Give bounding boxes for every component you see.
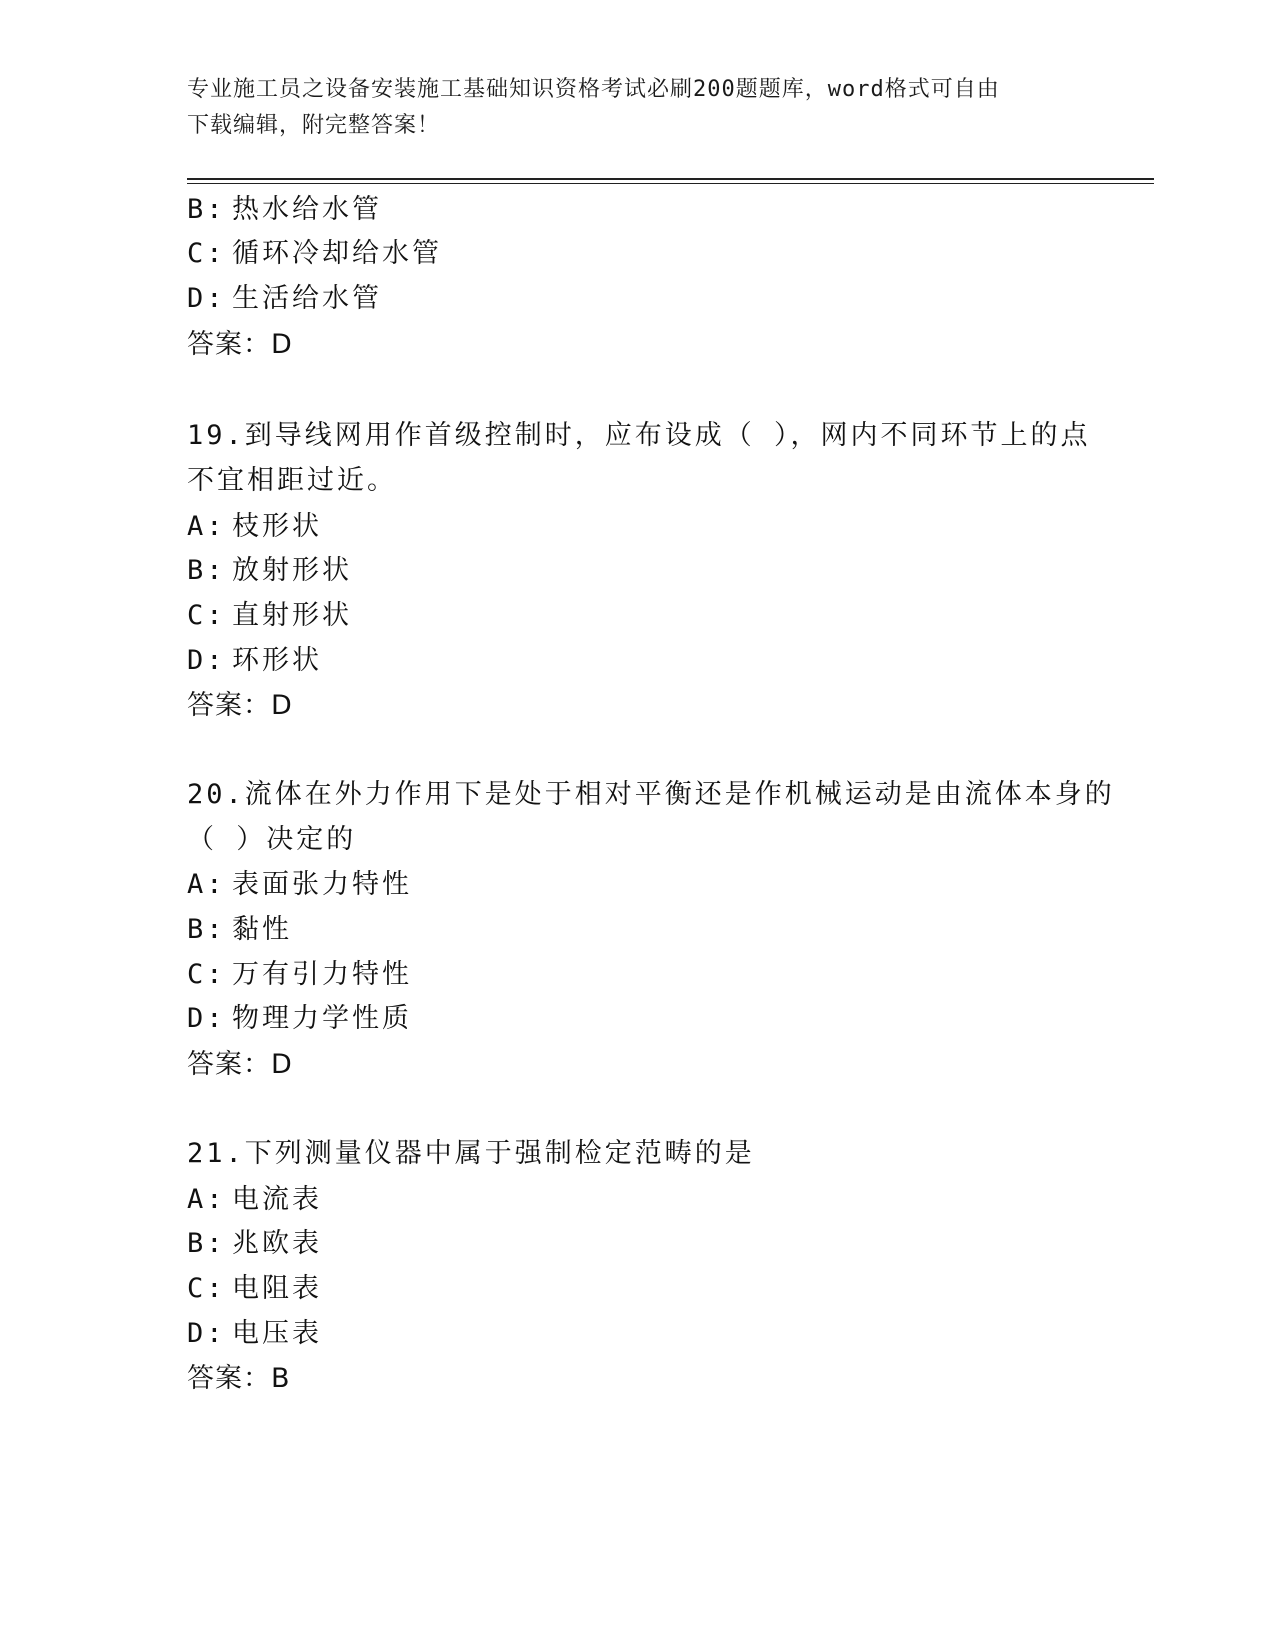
q20-answer: 答案：D [187,1049,293,1080]
option-text: 热水给水管 [232,194,382,225]
header-divider [187,178,1154,180]
q21-option-d [187,1314,322,1354]
q19-stem-line-2: 不宜相距过近。 [187,465,397,496]
document-header [187,72,1067,144]
option-text: 兆欧表 [232,1228,322,1259]
q20-stem-line-1: 20.流体在外力作用下是处于相对平衡还是作机械运动是由流体本身的 [187,779,1115,810]
q19-answer: 答案：D [187,690,293,721]
q20-option-a [187,865,412,905]
option-text: 物理力学性质 [232,1003,412,1034]
option-text: 环形状 [232,645,322,676]
option-letter: C: [187,600,226,631]
option-letter: B: [187,1228,226,1259]
option-letter: B: [187,914,226,945]
option-text: 万有引力特性 [232,959,412,990]
header-line-1: 专业施工员之设备安装施工基础知识资格考试必刷200题题库，word格式可自由 [187,77,1000,102]
q18-option-c [187,234,442,274]
q19-option-c [187,596,352,636]
q19-option-b [187,551,352,591]
q19-stem-line-1: 19.到导线网用作首级控制时，应布设成（ ），网内不同环节上的点 [187,420,1091,451]
q19-option-d [187,641,322,681]
q20-option-c [187,955,412,995]
q20-option-d [187,999,412,1039]
option-text: 电压表 [232,1318,322,1349]
option-text: 放射形状 [232,555,352,586]
option-letter: C: [187,238,226,269]
q20-stem-line-2: （ ）决定的 [187,824,357,855]
q20-option-b [187,910,292,950]
q18-answer: 答案：D [187,329,293,360]
option-letter: A: [187,1184,226,1215]
option-letter: C: [187,1273,226,1304]
option-text: 表面张力特性 [232,869,412,900]
option-letter: D: [187,283,226,314]
option-letter: D: [187,1318,226,1349]
q21-answer: 答案：B [187,1363,291,1394]
option-text: 电流表 [232,1184,322,1215]
option-text: 生活给水管 [232,283,382,314]
option-letter: D: [187,1003,226,1034]
q18-option-b [187,190,382,230]
option-letter: A: [187,511,226,542]
q21-option-b [187,1224,322,1264]
q21-option-a [187,1180,322,1220]
option-letter: A: [187,869,226,900]
q21-stem-line-1: 21.下列测量仪器中属于强制检定范畴的是 [187,1138,755,1169]
option-letter: B: [187,555,226,586]
q18-option-d [187,279,382,319]
option-letter: C: [187,959,226,990]
q19-option-a [187,507,322,547]
option-text: 电阻表 [232,1273,322,1304]
option-text: 枝形状 [232,511,322,542]
option-text: 循环冷却给水管 [232,238,442,269]
option-letter: B: [187,194,226,225]
option-letter: D: [187,645,226,676]
option-text: 直射形状 [232,600,352,631]
header-line-2: 下载编辑，附完整答案！ [187,113,441,138]
option-text: 黏性 [232,914,292,945]
q21-option-c [187,1269,322,1309]
header-divider-thin [187,183,1154,184]
